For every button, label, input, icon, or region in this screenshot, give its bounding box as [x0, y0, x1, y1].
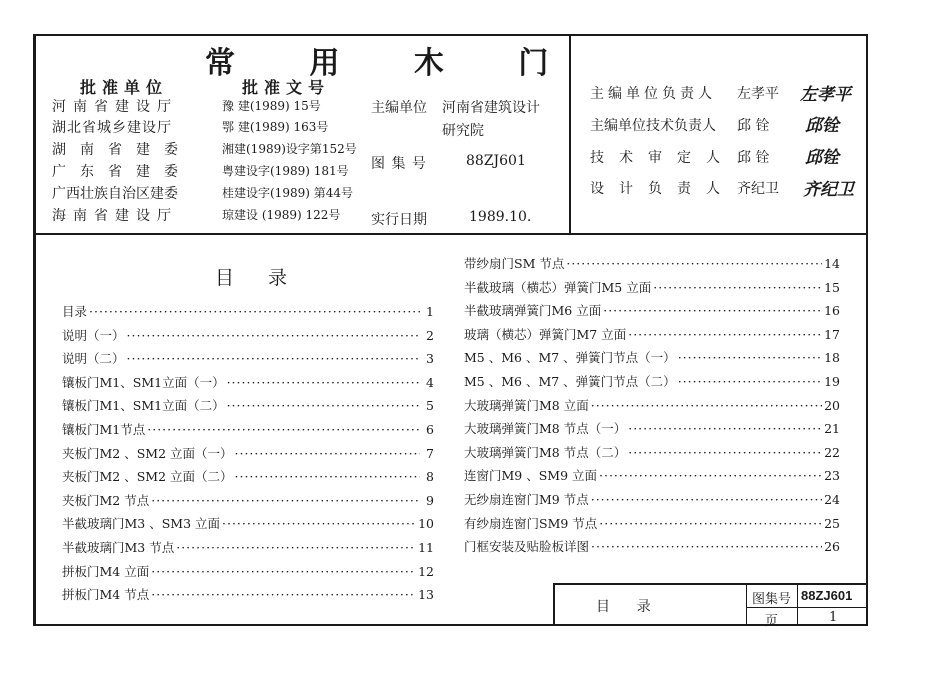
title-block-top [553, 583, 868, 585]
toc-entry[interactable]: 半截玻璃弹簧门M6 立面 ····· 16 [464, 302, 840, 320]
date-label: 实行日期 [371, 212, 427, 228]
toc-entry[interactable]: 镶板门M1、SM1立面（二） ····· 5 [62, 397, 434, 415]
responsible-name: 左孝平 [737, 86, 779, 102]
signature: 邱铨 [805, 116, 839, 136]
toc-entry[interactable]: 有纱扇连窗门SM9 节点 ····· 25 [464, 515, 840, 533]
title-block-divider [797, 583, 798, 626]
toc-entry[interactable]: 说明（一） ····· 2 [62, 327, 434, 345]
toc-entry[interactable]: 大玻璃弹簧门M8 节点（一） ····· 21 [464, 420, 840, 438]
approval-doc: 粤建设字(1989) 181号 [222, 164, 349, 178]
editor-label: 主编单位 [371, 100, 427, 116]
title-block-page-label: 页 [765, 614, 779, 629]
responsible-role: 主编单位技术负责人 [590, 118, 716, 134]
title-block-row-divider [746, 607, 868, 608]
approval-unit: 湖北省城乡建设厅 [52, 120, 172, 136]
toc-entry[interactable]: M5 、M6 、M7 、弹簧门节点（二） ····· 19 [464, 373, 840, 391]
toc-entry[interactable]: 夹板门M2 、SM2 立面（一） ····· 7 [62, 445, 434, 463]
title-block-left [553, 583, 555, 626]
toc-entry[interactable]: 玻璃（横芯）弹簧门M7 立面 ····· 17 [464, 326, 840, 344]
toc-entry[interactable]: M5 、M6 、M7 、弹簧门节点（一） ····· 18 [464, 349, 840, 367]
approval-unit-header: 批准单位 [80, 78, 169, 97]
toc-entry[interactable]: 连窗门M9 、SM9 立面 ····· 23 [464, 467, 840, 485]
toc-entry[interactable]: 半截玻璃门M3 节点 ····· 11 [62, 539, 434, 557]
toc-right [464, 255, 840, 565]
atlas-value: 88ZJ601 [466, 153, 526, 169]
toc-entry[interactable]: 夹板门M2 、SM2 立面（二） ····· 8 [62, 468, 434, 486]
toc-entry[interactable]: 目录 ····· 1 [62, 303, 434, 321]
approval-doc: 豫 建(1989) 15号 [222, 99, 321, 113]
approval-unit: 广西壮族自治区建委 [52, 186, 178, 202]
approval-doc: 鄂 建(1989) 163号 [222, 120, 329, 134]
toc-entry[interactable]: 镶板门M1、SM1立面（一） ····· 4 [62, 374, 434, 392]
atlas-label: 图 集 号 [371, 156, 427, 172]
toc-entry[interactable]: 带纱扇门SM 节点 ····· 14 [464, 255, 840, 273]
editor-value: 河南省建筑设计 [442, 100, 540, 116]
toc-title: 目录 [215, 267, 322, 289]
approval-doc: 桂建设字(1989) 第44号 [222, 186, 353, 200]
toc-entry[interactable]: 镶板门M1节点 ····· 6 [62, 421, 434, 439]
title-block-divider [746, 583, 747, 626]
approval-unit: 湖南省建委 [52, 142, 192, 158]
responsible-name: 齐纪卫 [737, 181, 779, 197]
approval-doc: 琼建设 (1989) 122号 [222, 208, 341, 222]
toc-entry[interactable]: 夹板门M2 节点 ····· 9 [62, 492, 434, 510]
responsible-role: 设计负责人 [590, 181, 735, 197]
title-block-atlas-value: 88ZJ601 [801, 588, 853, 603]
responsible-name: 邱 铨 [737, 150, 770, 166]
toc-entry[interactable]: 大玻璃弹簧门M8 节点（二） ····· 22 [464, 444, 840, 462]
toc-entry[interactable]: 大玻璃弹簧门M8 立面 ····· 20 [464, 397, 840, 415]
toc-entry[interactable]: 拼板门M4 立面 ····· 12 [62, 563, 434, 581]
page-title: 常 用 木 门 [205, 46, 581, 81]
approval-doc-header: 批准文号 [242, 78, 331, 97]
responsible-role: 主编单位负责人 [590, 86, 716, 102]
toc-entry[interactable]: 无纱扇连窗门M9 节点 ····· 24 [464, 491, 840, 509]
approval-unit: 广东省建委 [52, 164, 192, 180]
approval-doc: 湘建(1989)设字第152号 [222, 142, 357, 156]
signature: 邱铨 [805, 148, 839, 168]
toc-entry[interactable]: 半截玻璃（横芯）弹簧门M5 立面 ····· 15 [464, 279, 840, 297]
date-value: 1989.10. [469, 209, 532, 225]
title-block-page-value: 1 [829, 610, 838, 625]
approval-unit: 河南省建设厅 [52, 99, 178, 115]
header-divider [33, 233, 868, 235]
toc-entry[interactable]: 半截玻璃门M3 、SM3 立面 ····· 10 [62, 515, 434, 533]
signature: 齐纪卫 [803, 180, 854, 200]
toc-entry[interactable]: 门框安装及贴脸板详图 ····· 26 [464, 538, 840, 556]
toc-entry[interactable]: 说明（二） ····· 3 [62, 350, 434, 368]
responsible-role: 技术审定人 [590, 150, 735, 166]
signature: 左孝平 [800, 85, 851, 105]
toc-left [62, 303, 434, 613]
toc-entry[interactable]: 拼板门M4 节点 ····· 13 [62, 586, 434, 604]
title-block-atlas-label: 图集号 [752, 592, 792, 607]
approval-unit: 海南省建设厅 [52, 208, 178, 224]
title-block-name: 目 录 [596, 599, 651, 615]
editor-value-line2: 研究院 [442, 123, 484, 139]
responsible-name: 邱 铨 [737, 118, 770, 134]
